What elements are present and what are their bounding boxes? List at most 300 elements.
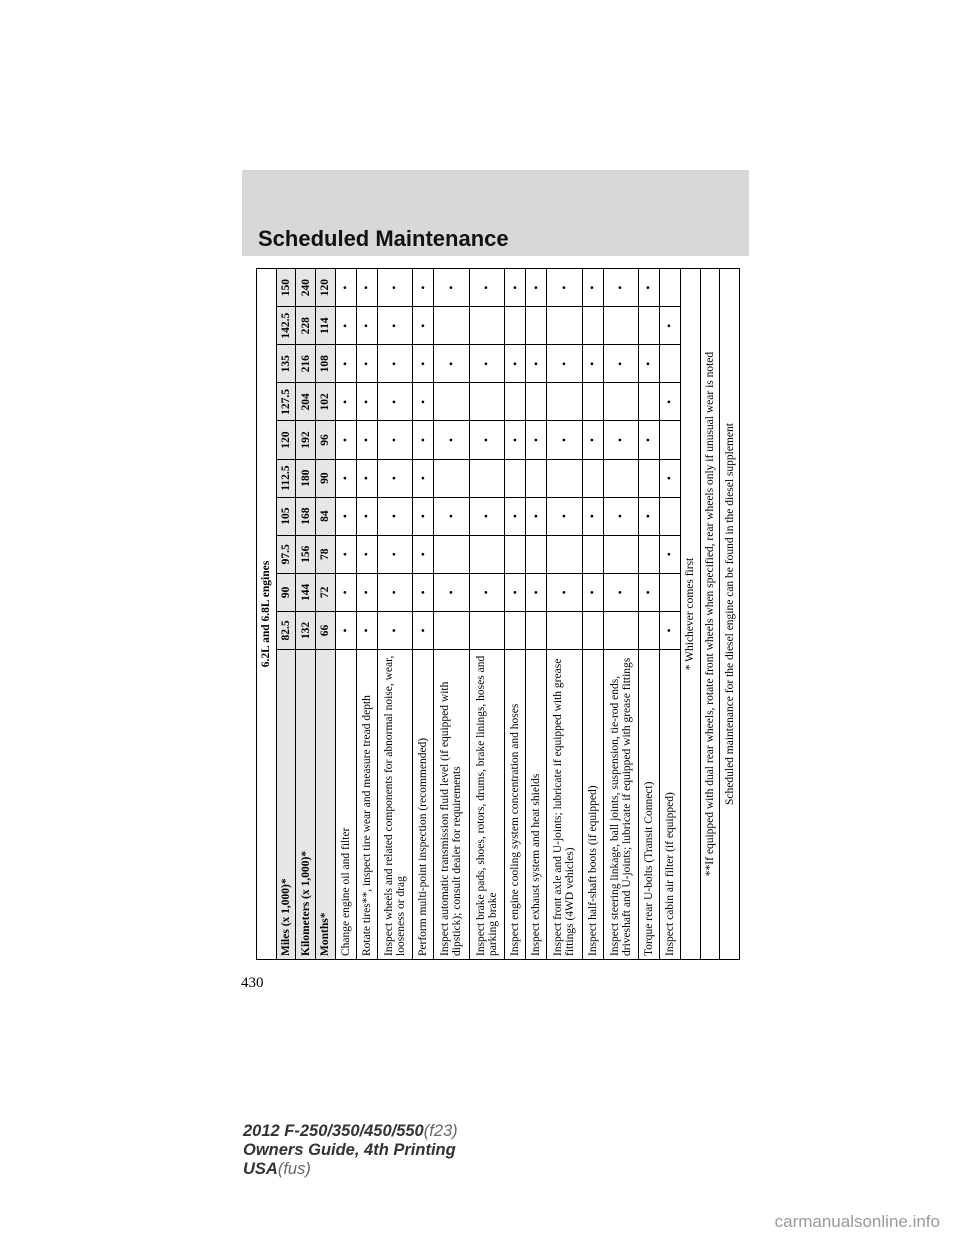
interval-cell xyxy=(659,573,680,611)
task-label: Inspect brake pads, shoes, rotors, drums, brake linings, hoses and parking brake xyxy=(469,650,504,960)
task-label: Inspect engine cooling system concentration and hoses xyxy=(505,650,526,960)
interval-cell xyxy=(582,345,603,383)
task-row xyxy=(413,269,434,960)
task-row xyxy=(638,269,659,960)
task-row xyxy=(659,269,680,960)
service-dot-icon: • xyxy=(479,590,494,595)
task-label: Rotate tires**, inspect tire wear and measure tread depth xyxy=(356,650,377,960)
task-row xyxy=(582,269,603,960)
interval-cell xyxy=(469,421,504,459)
interval-cell xyxy=(603,573,638,611)
task-row xyxy=(335,269,356,960)
service-dot-icon: • xyxy=(585,514,599,519)
interval-cell xyxy=(469,383,504,421)
months-label: Months* xyxy=(316,650,336,960)
task-row xyxy=(434,269,469,960)
page-number: 430 xyxy=(241,975,264,991)
service-dot-icon: • xyxy=(359,475,374,481)
service-dot-icon: • xyxy=(415,323,430,328)
interval-cell xyxy=(505,269,526,307)
service-dot-icon: • xyxy=(338,437,353,443)
interval-cell xyxy=(582,307,603,345)
months-value: 66 xyxy=(316,611,336,649)
footer xyxy=(243,1122,458,1179)
months-value: 96 xyxy=(316,421,336,459)
service-dot-icon: • xyxy=(338,590,353,595)
kilometers-value: 216 xyxy=(296,345,316,383)
service-dot-icon: • xyxy=(359,437,374,443)
interval-cell xyxy=(377,345,412,383)
footer-line-1 xyxy=(243,1122,458,1141)
service-dot-icon: • xyxy=(443,361,458,366)
interval-cell xyxy=(505,383,526,421)
miles-value: 105 xyxy=(276,497,296,535)
footer-line-2: Owners Guide, 4th Printing xyxy=(243,1141,456,1159)
task-row xyxy=(505,269,526,960)
service-dot-icon: • xyxy=(443,437,458,443)
service-dot-icon: • xyxy=(528,361,543,366)
service-dot-icon: • xyxy=(359,552,374,557)
months-value: 120 xyxy=(316,269,336,307)
interval-cell xyxy=(413,421,434,459)
interval-cell xyxy=(434,421,469,459)
task-label: Change engine oil and filter xyxy=(335,650,356,960)
service-dot-icon: • xyxy=(662,475,677,481)
service-dot-icon: • xyxy=(387,628,402,633)
service-dot-icon: • xyxy=(613,285,628,290)
interval-cell xyxy=(659,497,680,535)
interval-cell xyxy=(505,611,526,649)
interval-cell xyxy=(638,611,659,649)
interval-cell xyxy=(547,497,582,535)
service-dot-icon: • xyxy=(641,514,656,519)
interval-cell xyxy=(638,497,659,535)
maintenance-table-rotated xyxy=(256,268,740,960)
footer-market: USA xyxy=(243,1160,278,1178)
interval-cell xyxy=(469,535,504,573)
miles-value: 135 xyxy=(276,345,296,383)
service-dot-icon: • xyxy=(443,590,458,595)
interval-cell xyxy=(603,611,638,649)
interval-cell xyxy=(603,383,638,421)
interval-cell xyxy=(335,497,356,535)
service-dot-icon: • xyxy=(387,323,402,328)
task-label: Inspect cabin air filter (if equipped) xyxy=(659,650,680,960)
watermark: carmanualsonline.info xyxy=(774,1212,940,1231)
interval-cell xyxy=(603,269,638,307)
service-dot-icon: • xyxy=(359,590,374,595)
interval-cell xyxy=(638,573,659,611)
service-dot-icon: • xyxy=(479,361,494,366)
interval-cell xyxy=(434,383,469,421)
interval-cell xyxy=(526,269,547,307)
maintenance-table xyxy=(256,268,740,960)
service-dot-icon: • xyxy=(662,323,677,328)
interval-cell xyxy=(526,383,547,421)
service-dot-icon: • xyxy=(415,514,430,519)
service-dot-icon: • xyxy=(613,590,628,595)
interval-cell xyxy=(638,345,659,383)
interval-cell xyxy=(434,459,469,497)
interval-cell xyxy=(469,269,504,307)
interval-cell xyxy=(469,307,504,345)
service-dot-icon: • xyxy=(387,437,402,443)
service-dot-icon: • xyxy=(641,285,656,290)
interval-cell xyxy=(547,421,582,459)
interval-cell xyxy=(659,459,680,497)
service-dot-icon: • xyxy=(613,437,628,443)
interval-cell xyxy=(659,269,680,307)
service-dot-icon: • xyxy=(507,437,522,443)
service-dot-icon: • xyxy=(338,285,353,290)
task-label: Inspect steering linkage, ball joints, suspension, tie-rod ends, driveshaft and U-joints; lubricate if equipped with grease fittings xyxy=(603,650,638,960)
service-dot-icon: • xyxy=(338,361,353,366)
service-dot-icon: • xyxy=(528,437,543,443)
interval-cell xyxy=(547,307,582,345)
months-value: 108 xyxy=(316,345,336,383)
kilometers-value: 228 xyxy=(296,307,316,345)
service-dot-icon: • xyxy=(359,323,374,328)
interval-cell xyxy=(547,345,582,383)
miles-value: 120 xyxy=(276,421,296,459)
note-diesel-row xyxy=(720,269,740,960)
service-dot-icon: • xyxy=(556,437,571,443)
interval-cell xyxy=(356,345,377,383)
service-dot-icon: • xyxy=(443,285,458,290)
interval-cell xyxy=(547,459,582,497)
interval-cell xyxy=(526,459,547,497)
footer-market-code: (fus) xyxy=(277,1160,311,1178)
interval-cell xyxy=(335,421,356,459)
interval-cell xyxy=(335,459,356,497)
interval-cell xyxy=(335,573,356,611)
interval-cell xyxy=(413,307,434,345)
interval-cell xyxy=(659,421,680,459)
task-label: Inspect wheels and related components for abnormal noise, wear, looseness or drag xyxy=(377,650,412,960)
service-dot-icon: • xyxy=(479,285,494,290)
task-row xyxy=(377,269,412,960)
footer-line-3 xyxy=(243,1160,458,1179)
months-value: 78 xyxy=(316,535,336,573)
miles-label: Miles (x 1,000)* xyxy=(276,650,296,960)
task-row xyxy=(356,269,377,960)
months-value: 72 xyxy=(316,573,336,611)
page-title: Scheduled Maintenance xyxy=(258,226,509,251)
miles-value: 127.5 xyxy=(276,383,296,421)
service-dot-icon: • xyxy=(338,399,353,404)
interval-cell xyxy=(659,345,680,383)
interval-cell xyxy=(526,497,547,535)
interval-cell xyxy=(603,421,638,459)
service-dot-icon: • xyxy=(585,361,599,366)
service-dot-icon: • xyxy=(338,475,353,481)
service-dot-icon: • xyxy=(641,590,656,595)
interval-cell xyxy=(582,269,603,307)
interval-cell xyxy=(335,345,356,383)
interval-cell xyxy=(377,611,412,649)
service-dot-icon: • xyxy=(387,475,402,481)
interval-cell xyxy=(582,421,603,459)
interval-cell xyxy=(526,611,547,649)
service-dot-icon: • xyxy=(415,590,430,595)
months-value: 84 xyxy=(316,497,336,535)
interval-cell xyxy=(547,269,582,307)
interval-cell xyxy=(356,459,377,497)
interval-cell xyxy=(526,573,547,611)
note-tires-row xyxy=(700,269,720,960)
task-label: Inspect front axle and U-joints; lubricate if equipped with grease fittings (4WD vehicles) xyxy=(547,650,582,960)
kilometers-value: 144 xyxy=(296,573,316,611)
interval-cell xyxy=(377,383,412,421)
service-dot-icon: • xyxy=(387,285,402,290)
task-label: Inspect half-shaft boots (if equipped) xyxy=(582,650,603,960)
interval-cell xyxy=(638,269,659,307)
service-dot-icon: • xyxy=(387,514,402,519)
interval-cell xyxy=(377,573,412,611)
task-row xyxy=(547,269,582,960)
interval-cell xyxy=(638,307,659,345)
interval-cell xyxy=(413,269,434,307)
interval-cell xyxy=(638,421,659,459)
task-label: Inspect exhaust system and heat shields xyxy=(526,650,547,960)
interval-cell xyxy=(469,573,504,611)
service-dot-icon: • xyxy=(528,590,543,595)
service-dot-icon: • xyxy=(556,590,571,595)
interval-cell xyxy=(582,573,603,611)
interval-cell xyxy=(505,345,526,383)
interval-cell xyxy=(335,535,356,573)
note-tires: **If equipped with dual rear wheels, rotate front wheels when specified, rear wheels only if unusual wear is noted xyxy=(700,269,720,960)
service-dot-icon: • xyxy=(585,590,599,595)
task-row xyxy=(603,269,638,960)
task-label: Torque rear U-bolts (Transit Connect) xyxy=(638,650,659,960)
task-label: Inspect automatic transmission fluid level (if equipped with dipstick); consult dealer for requirements xyxy=(434,650,469,960)
interval-cell xyxy=(547,535,582,573)
months-value: 114 xyxy=(316,307,336,345)
interval-cell xyxy=(434,345,469,383)
interval-cell xyxy=(659,535,680,573)
kilometers-label: Kilometers (x 1,000)* xyxy=(296,650,316,960)
interval-cell xyxy=(469,611,504,649)
interval-cell xyxy=(469,345,504,383)
service-dot-icon: • xyxy=(338,323,353,328)
interval-cell xyxy=(356,497,377,535)
months-value: 102 xyxy=(316,383,336,421)
interval-cell xyxy=(603,307,638,345)
service-dot-icon: • xyxy=(387,552,402,557)
interval-cell xyxy=(413,611,434,649)
task-label: Perform multi-point inspection (recommended) xyxy=(413,650,434,960)
service-dot-icon: • xyxy=(662,628,677,633)
note-whichever: * Whichever comes first xyxy=(680,269,700,960)
interval-cell xyxy=(377,307,412,345)
miles-value: 97.5 xyxy=(276,535,296,573)
service-dot-icon: • xyxy=(585,437,599,443)
kilometers-value: 192 xyxy=(296,421,316,459)
service-dot-icon: • xyxy=(641,361,656,366)
service-dot-icon: • xyxy=(556,285,571,290)
months-value: 90 xyxy=(316,459,336,497)
interval-cell xyxy=(582,459,603,497)
service-dot-icon: • xyxy=(507,514,522,519)
footer-model-code: (f23) xyxy=(423,1122,458,1140)
interval-cell xyxy=(335,307,356,345)
kilometers-row xyxy=(296,269,316,960)
interval-cell xyxy=(469,497,504,535)
interval-cell xyxy=(377,269,412,307)
kilometers-value: 156 xyxy=(296,535,316,573)
engine-title-row xyxy=(257,269,277,960)
interval-cell xyxy=(356,421,377,459)
service-dot-icon: • xyxy=(387,361,402,366)
miles-value: 150 xyxy=(276,269,296,307)
service-dot-icon: • xyxy=(443,514,458,519)
service-dot-icon: • xyxy=(479,437,494,443)
miles-value: 112.5 xyxy=(276,459,296,497)
interval-cell xyxy=(638,459,659,497)
interval-cell xyxy=(659,383,680,421)
interval-cell xyxy=(434,535,469,573)
interval-cell xyxy=(377,535,412,573)
interval-cell xyxy=(582,611,603,649)
service-dot-icon: • xyxy=(387,590,402,595)
service-dot-icon: • xyxy=(387,399,402,404)
maintenance-table-frame xyxy=(256,268,740,960)
note-diesel: Scheduled maintenance for the diesel engine can be found in the diesel supplement xyxy=(720,269,740,960)
service-dot-icon: • xyxy=(479,514,494,519)
kilometers-value: 180 xyxy=(296,459,316,497)
service-dot-icon: • xyxy=(507,361,522,366)
interval-cell xyxy=(413,573,434,611)
interval-cell xyxy=(469,459,504,497)
interval-cell xyxy=(603,535,638,573)
service-dot-icon: • xyxy=(338,552,353,557)
interval-cell xyxy=(638,535,659,573)
interval-cell xyxy=(505,421,526,459)
service-dot-icon: • xyxy=(338,628,353,633)
maintenance-table-body xyxy=(257,269,740,960)
kilometers-value: 204 xyxy=(296,383,316,421)
service-dot-icon: • xyxy=(415,285,430,290)
interval-cell xyxy=(659,307,680,345)
months-row xyxy=(316,269,336,960)
miles-value: 90 xyxy=(276,573,296,611)
service-dot-icon: • xyxy=(415,399,430,404)
miles-row xyxy=(276,269,296,960)
interval-cell xyxy=(413,459,434,497)
interval-cell xyxy=(582,535,603,573)
service-dot-icon: • xyxy=(585,285,599,290)
interval-cell xyxy=(526,421,547,459)
interval-cell xyxy=(434,269,469,307)
service-dot-icon: • xyxy=(338,514,353,519)
interval-cell xyxy=(505,459,526,497)
note-whichever-row xyxy=(680,269,700,960)
interval-cell xyxy=(413,383,434,421)
interval-cell xyxy=(434,611,469,649)
service-dot-icon: • xyxy=(507,590,522,595)
interval-cell xyxy=(603,459,638,497)
interval-cell xyxy=(603,497,638,535)
kilometers-value: 132 xyxy=(296,611,316,649)
service-dot-icon: • xyxy=(613,514,628,519)
miles-value: 142.5 xyxy=(276,307,296,345)
interval-cell xyxy=(526,307,547,345)
miles-value: 82.5 xyxy=(276,611,296,649)
interval-cell xyxy=(356,535,377,573)
interval-cell xyxy=(505,535,526,573)
service-dot-icon: • xyxy=(662,399,677,404)
interval-cell xyxy=(547,573,582,611)
task-row xyxy=(526,269,547,960)
interval-cell xyxy=(582,383,603,421)
task-row xyxy=(469,269,504,960)
interval-cell xyxy=(638,383,659,421)
interval-cell xyxy=(377,459,412,497)
engine-title: 6.2L and 6.8L engines xyxy=(257,269,277,960)
service-dot-icon: • xyxy=(359,361,374,366)
interval-cell xyxy=(547,611,582,649)
interval-cell xyxy=(505,573,526,611)
service-dot-icon: • xyxy=(359,285,374,290)
service-dot-icon: • xyxy=(528,285,543,290)
interval-cell xyxy=(434,573,469,611)
service-dot-icon: • xyxy=(359,628,374,633)
interval-cell xyxy=(603,345,638,383)
kilometers-value: 168 xyxy=(296,497,316,535)
interval-cell xyxy=(356,383,377,421)
footer-model: 2012 F-250/350/450/550 xyxy=(243,1122,424,1140)
interval-cell xyxy=(335,611,356,649)
service-dot-icon: • xyxy=(662,552,677,557)
interval-cell xyxy=(356,269,377,307)
service-dot-icon: • xyxy=(528,514,543,519)
interval-cell xyxy=(659,611,680,649)
service-dot-icon: • xyxy=(641,437,656,443)
service-dot-icon: • xyxy=(415,552,430,557)
interval-cell xyxy=(434,307,469,345)
interval-cell xyxy=(582,497,603,535)
interval-cell xyxy=(413,345,434,383)
service-dot-icon: • xyxy=(507,285,522,290)
interval-cell xyxy=(377,421,412,459)
interval-cell xyxy=(547,383,582,421)
service-dot-icon: • xyxy=(415,475,430,481)
service-dot-icon: • xyxy=(415,628,430,633)
interval-cell xyxy=(505,307,526,345)
service-dot-icon: • xyxy=(359,399,374,404)
service-dot-icon: • xyxy=(613,361,628,366)
interval-cell xyxy=(335,383,356,421)
interval-cell xyxy=(526,535,547,573)
interval-cell xyxy=(356,573,377,611)
interval-cell xyxy=(377,497,412,535)
service-dot-icon: • xyxy=(415,361,430,366)
interval-cell xyxy=(526,345,547,383)
interval-cell xyxy=(335,269,356,307)
interval-cell xyxy=(413,497,434,535)
service-dot-icon: • xyxy=(359,514,374,519)
interval-cell xyxy=(356,611,377,649)
service-dot-icon: • xyxy=(556,361,571,366)
service-dot-icon: • xyxy=(415,437,430,443)
interval-cell xyxy=(434,497,469,535)
kilometers-value: 240 xyxy=(296,269,316,307)
interval-cell xyxy=(413,535,434,573)
service-dot-icon: • xyxy=(556,514,571,519)
interval-cell xyxy=(356,307,377,345)
interval-cell xyxy=(505,497,526,535)
